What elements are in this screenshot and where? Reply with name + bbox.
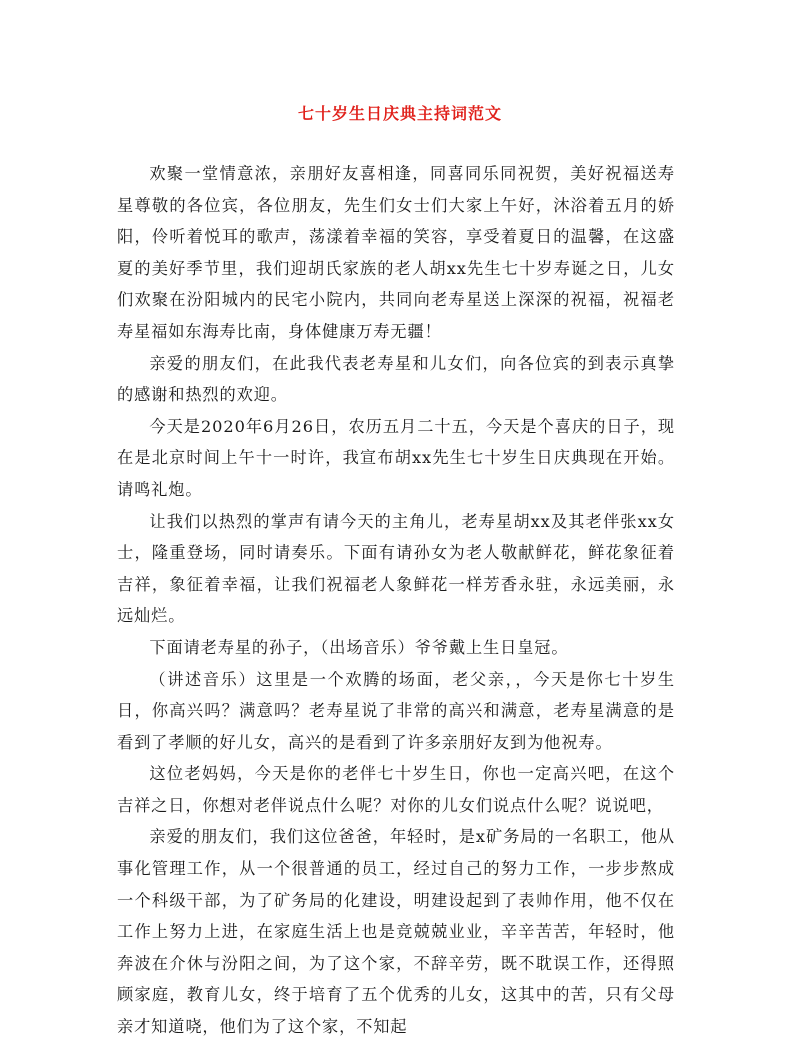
paragraph: 今天是2020年6月26日，农历五月二十五，今天是个喜庆的日子，现在是北京时间上午十一时许，我宣布胡xx先生七十岁生日庆典现在开始。请鸣礼炮。	[117, 416, 675, 499]
paragraph: 欢聚一堂情意浓，亲朋好友喜相逢，同喜同乐同祝贺，美好祝福送寿星尊敬的各位宾，各位朋友，先生们女士们大家上午好，沐浴着五月的娇阳，伶听着悦耳的歌声，荡漾着幸福的笑容，享受着夏日的温馨，在这盛夏的美好季节里，我们迎胡氏家族的老人胡xx先生七十岁寿诞之日，儿女们欢聚在汾阳城内的民宅小院内，共同向老寿星送上深深的祝福，祝福老寿星福如东海寿比南，身体健康万寿无疆！	[117, 164, 675, 341]
paragraph: 亲爱的朋友们，在此我代表老寿星和儿女们，向各位宾的到表示真挚的感谢和热烈的欢迎。	[117, 353, 675, 405]
document-body	[117, 158, 675, 1043]
paragraph: 亲爱的朋友们，我们这位爸爸，年轻时，是x矿务局的一名职工，他从事化管理工作，从一个很普通的员工，经过自己的努力工作，一步步熬成一个科级干部，为了矿务局的化建设，明建设起到了表帅作用，他不仅在工作上努力上进，在家庭生活上也是竞兢兢业业，辛辛苦苦，年轻时，他奔波在介休与汾阳之间，为了这个家，不辞辛劳，既不耽误工作，还得照顾家庭，教育儿女，终于培育了五个优秀的儿女，这其中的苦，只有父母亲才知道哓，他们为了这个家，不知起	[117, 827, 675, 1037]
paragraph: 这位老妈妈，今天是你的老伴七十岁生日，你也一定高兴吧，在这个吉祥之日，你想对老伴说点什么呢？对你的儿女们说点什么呢？说说吧，	[117, 764, 675, 815]
paragraph: （讲述音乐）这里是一个欢腾的场面，老父亲，，今天是你七十岁生日，你高兴吗？满意吗？老寿星说了非常的高兴和满意，老寿星满意的是看到了孝顺的好儿女，高兴的是看到了许多亲朋好友到为他祝寿。	[117, 669, 675, 752]
document-title: 七十岁生日庆典主持词范文	[297, 104, 502, 123]
paragraph: 让我们以热烈的掌声有请今天的主角儿，老寿星胡xx及其老伴张xx女士，隆重登场，同时请奏乐。下面有请孙女为老人敬献鲜花，鲜花象征着吉祥，象征着幸福，让我们祝福老人象鲜花一样芳香永驻，永远美丽，永远灿烂。	[117, 511, 675, 626]
paragraph: 下面请老寿星的孙子，（出场音乐）爷爷戴上生日皇冠。	[149, 637, 569, 657]
